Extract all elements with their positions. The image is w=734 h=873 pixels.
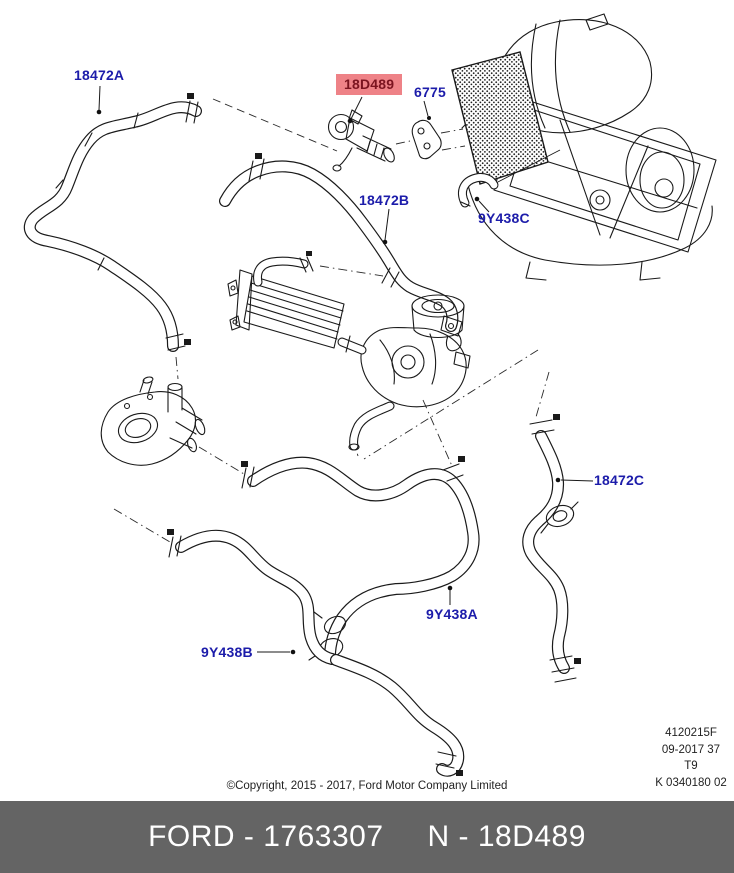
part-label-18472a[interactable]: 18472A bbox=[74, 67, 125, 83]
heater-assembly-drawing bbox=[452, 14, 716, 280]
hose-9y438b-drawing bbox=[167, 529, 332, 659]
part-label-18472c[interactable]: 18472C bbox=[594, 472, 645, 488]
egr-cooler-assembly-drawing bbox=[228, 251, 470, 450]
hose-18472c-drawing bbox=[528, 414, 581, 682]
part-label-9y438c[interactable]: 9Y438C bbox=[478, 210, 530, 226]
hose-9y438a-drawing bbox=[241, 456, 474, 661]
part-label-9y438b[interactable]: 9Y438B bbox=[201, 644, 253, 660]
footer-brand-part-number: FORD - 1763307 bbox=[148, 820, 384, 853]
footer-catalog-part-number: N - 18D489 bbox=[427, 820, 586, 853]
water-valve-18d489-drawing bbox=[329, 110, 397, 171]
thermostat-housing-drawing bbox=[101, 376, 206, 465]
copyright-notice: ©Copyright, 2015 - 2017, Ford Motor Company Limited bbox=[226, 780, 508, 792]
bracket-6775-drawing bbox=[412, 120, 441, 158]
part-label-6775[interactable]: 6775 bbox=[414, 84, 446, 100]
footer-code-bar bbox=[0, 801, 734, 873]
drawing-revision: K 0340180 02 bbox=[655, 776, 727, 789]
drawing-date: 09-2017 37 bbox=[661, 743, 721, 756]
part-label-9y438a[interactable]: 9Y438A bbox=[426, 606, 478, 622]
part-label-18d489-highlighted[interactable]: 18D489 bbox=[336, 74, 402, 95]
part-label-18472b[interactable]: 18472B bbox=[359, 192, 410, 208]
hose-18472a-drawing bbox=[30, 93, 198, 350]
hose-18472b-drawing bbox=[225, 153, 462, 351]
lower-junction-hose-drawing bbox=[336, 660, 463, 776]
drawing-number: 4120215F bbox=[665, 727, 717, 739]
drawing-sheet: T9 bbox=[684, 760, 698, 772]
